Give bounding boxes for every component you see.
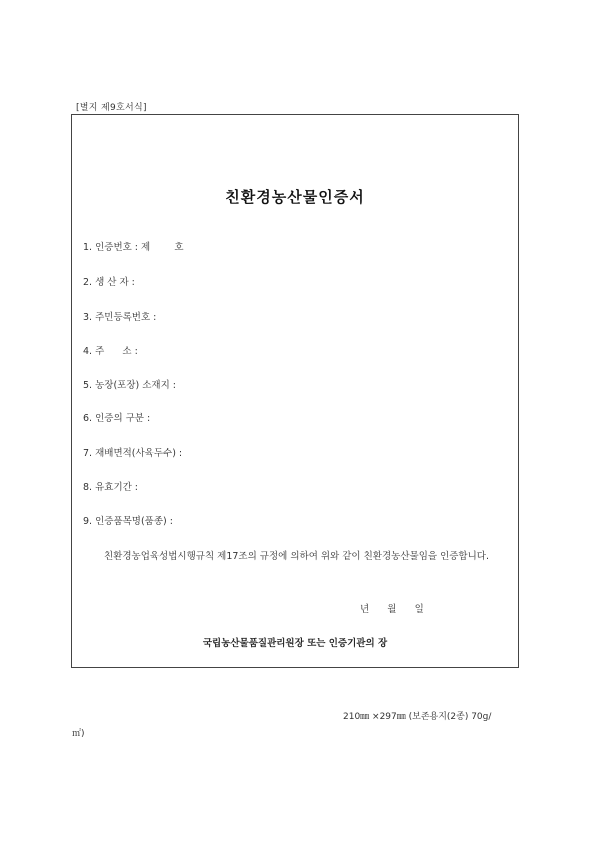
paper-spec: 210㎜ ×297㎜ (보존용지(2종) 70g/ xyxy=(343,712,492,722)
paper-spec-continued: ㎡) xyxy=(72,729,85,739)
issue-date-line: 년 월 일 xyxy=(360,604,424,615)
issuer-signature-line: 국립농산물품질관리원장 또는 인증기관의 장 xyxy=(202,638,388,649)
field-resident-number: 3. 주민등록번호 : xyxy=(83,312,157,323)
form-number-label: [별지 제9호서식] xyxy=(76,103,147,113)
certificate-frame xyxy=(71,114,519,668)
field-certification-number: 1. 인증번호 : 제 호 xyxy=(83,242,184,253)
field-product-name: 9. 인증품목명(품종) : xyxy=(83,516,173,527)
certificate-title: 친환경농산물인증서 xyxy=(225,188,365,206)
field-cultivation-area: 7. 재배면적(사육두수) : xyxy=(83,448,183,459)
certification-statement: 친환경농업육성법시행규칙 제17조의 규정에 의하여 위와 같이 친환경농산물임을 인증합니다. xyxy=(104,551,489,562)
field-producer: 2. 생 산 자 : xyxy=(83,277,135,288)
field-validity-period: 8. 유효기간 : xyxy=(83,482,139,493)
field-address: 4. 주 소 : xyxy=(83,346,138,357)
field-certification-type: 6. 인증의 구분 : xyxy=(83,413,151,424)
field-farm-location: 5. 농장(포장) 소재지 : xyxy=(83,380,176,391)
